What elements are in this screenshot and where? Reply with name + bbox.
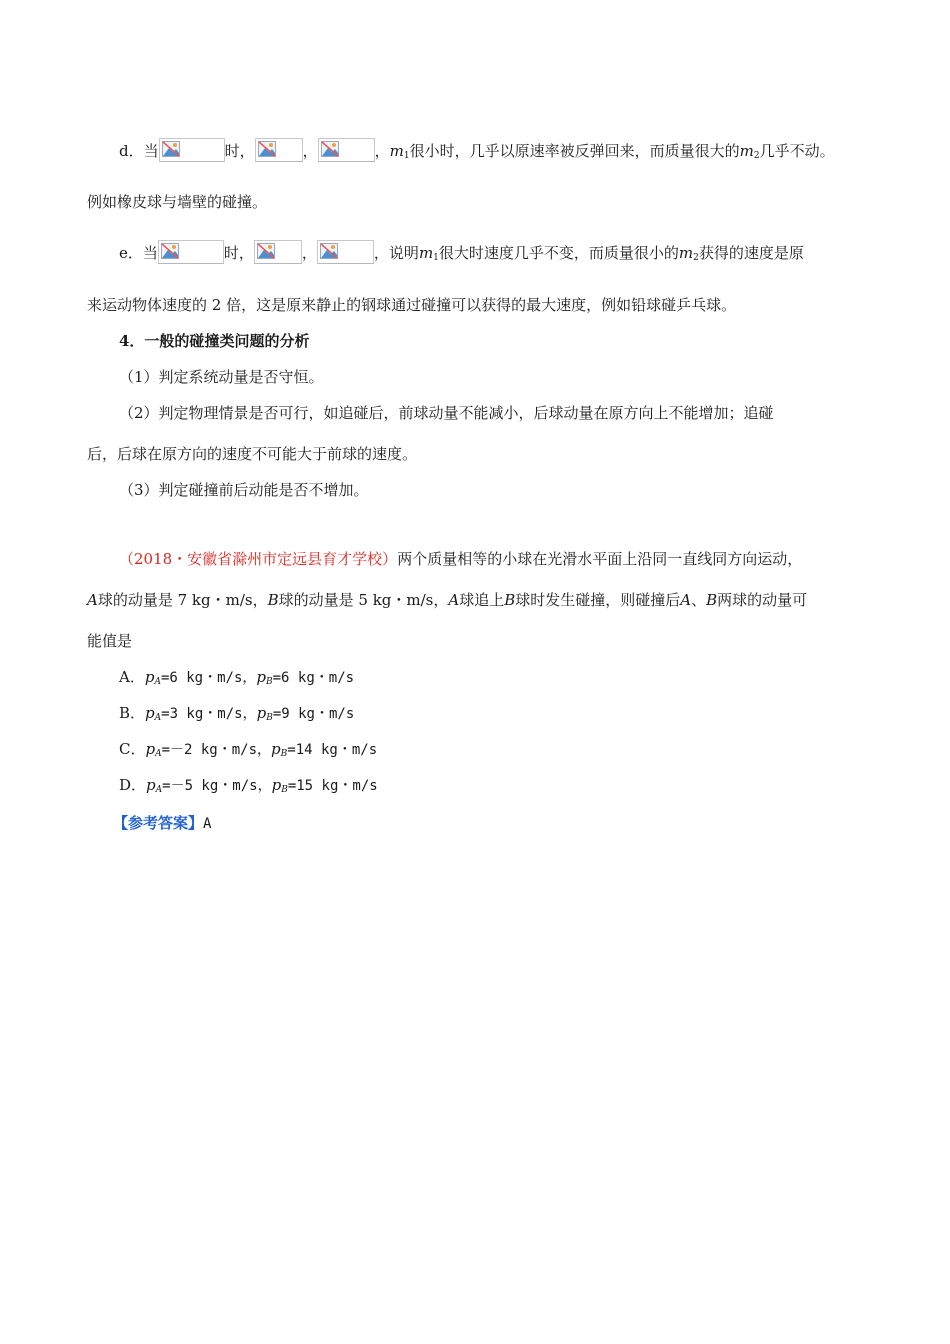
reference-answer: 【参考答案】A (113, 814, 212, 832)
section-heading: 4．一般的碰撞类问题的分析 (119, 332, 310, 350)
formula-image (318, 138, 375, 162)
answer-option-a[interactable]: A．$p_A=6$ kg・m/s，$p_B=6$ kg・m/s (119, 668, 355, 687)
question-stem-continued: 能值是 (87, 632, 133, 650)
broken-image-icon (258, 141, 276, 157)
answer-option-d[interactable]: D．$p_A=-5$ kg・m/s，$p_B=15$ kg・m/s (119, 776, 378, 795)
question-stem: （2018・安徽省滁州市定远县育才学校）两个质量相等的小球在光滑水平面上沿同一直线同方向运动， (119, 550, 803, 568)
list-item: （3）判定碰撞前后动能是否不增加。 (119, 481, 369, 499)
broken-image-icon (320, 243, 338, 259)
item-e-line: e．当 时， ， ，说明$m_1$很大时速度几乎不变，而质量很小的$m_2$获得的速度是原 (119, 240, 804, 269)
formula-image (254, 240, 302, 264)
formula-image (158, 240, 224, 264)
formula-image (255, 138, 303, 162)
list-item: （2）判定物理情景是否可行，如追碰后，前球动量不能减小，后球动量在原方向上不能增加；追碰 (119, 404, 774, 422)
list-item-continued: 后，后球在原方向的速度不可能大于前球的速度。 (87, 445, 418, 463)
broken-image-icon (162, 141, 180, 157)
item-d-line: d．当 时， ， ，$m_1$很小时，几乎以原速率被反弹回来，而质量很大的$m_2$几乎不动。 (119, 138, 835, 167)
broken-image-icon (257, 243, 275, 259)
broken-image-icon (161, 243, 179, 259)
formula-image (159, 138, 225, 162)
broken-image-icon (321, 141, 339, 157)
answer-option-b[interactable]: B．$p_A=3$ kg・m/s，$p_B=9$ kg・m/s (119, 704, 355, 723)
formula-image (317, 240, 374, 264)
item-d-line-continued: 例如橡皮球与墙壁的碰撞。 (87, 193, 268, 211)
list-item: （1）判定系统动量是否守恒。 (119, 368, 324, 386)
answer-option-c[interactable]: C．$p_A=-2$ kg・m/s，$p_B=14$ kg・m/s (119, 740, 378, 759)
question-stem-continued: A球的动量是 7 kg・m/s，B球的动量是 5 kg・m/s，A球追上B球时发生碰撞，则碰撞后A、B两球的动量可 (87, 591, 808, 609)
item-e-line-continued: 来运动物体速度的 2 倍，这是原来静止的钢球通过碰撞可以获得的最大速度，例如铅球碰乒乓球。 (87, 296, 737, 314)
question-source: （2018・安徽省滁州市定远县育才学校） (119, 550, 398, 568)
